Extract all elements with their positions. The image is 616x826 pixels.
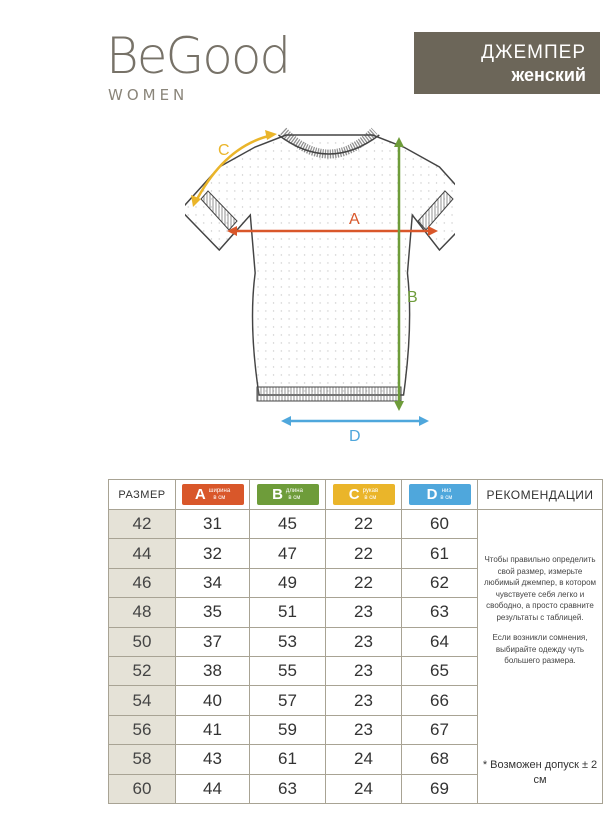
sweater-diagram: [185, 125, 455, 450]
cell-b: 55: [250, 656, 326, 685]
header-c-line1: рукав: [362, 487, 379, 494]
size-table: [108, 479, 603, 804]
cell-c: 22: [326, 568, 402, 597]
cell-a: 32: [176, 539, 250, 568]
label-b: B: [407, 289, 418, 306]
cell-a: 41: [176, 715, 250, 744]
cell-d: 62: [402, 568, 478, 597]
cell-size: 60: [109, 774, 176, 803]
cell-d: 66: [402, 686, 478, 715]
cell-b: 57: [250, 686, 326, 715]
header-c: [326, 480, 402, 510]
header-b-letter: B: [272, 486, 283, 503]
cell-a: 40: [176, 686, 250, 715]
cell-b: 51: [250, 598, 326, 627]
cell-d: 68: [402, 745, 478, 774]
cell-size: 44: [109, 539, 176, 568]
label-d: D: [349, 428, 361, 445]
cell-d: 69: [402, 774, 478, 803]
cell-b: 47: [250, 539, 326, 568]
product-subtitle: женский: [511, 65, 586, 85]
tolerance-note: * Возможен допуск ± 2 см: [482, 759, 598, 786]
header-b: [250, 480, 326, 510]
label-a: A: [349, 211, 360, 228]
header-a: [176, 480, 250, 510]
cell-d: 61: [402, 539, 478, 568]
header-a-pill: [182, 484, 244, 505]
header-a-letter: A: [194, 486, 206, 503]
header-d-letter: D: [426, 486, 438, 503]
cell-c: 23: [326, 686, 402, 715]
cell-size: 48: [109, 598, 176, 627]
cell-b: 61: [250, 745, 326, 774]
header-c-line2: в см: [364, 494, 377, 501]
cell-d: 60: [402, 510, 478, 539]
cell-size: 58: [109, 745, 176, 774]
label-c: C: [218, 142, 230, 159]
table-row: [109, 510, 603, 539]
product-badge: [414, 32, 600, 94]
brand-sub: WOMEN: [108, 86, 189, 104]
cell-b: 59: [250, 715, 326, 744]
header-b-line1: длина: [285, 487, 303, 494]
cell-a: 37: [176, 627, 250, 656]
recommendation-text-2: Если возникли сомнения, выбирайте одежду чуть большего размера.: [492, 633, 588, 665]
cell-c: 23: [326, 656, 402, 685]
header-c-letter: C: [348, 486, 360, 503]
header-c-pill: [333, 484, 395, 505]
sweater-outline: [185, 131, 455, 401]
cell-size: 50: [109, 627, 176, 656]
cell-b: 49: [250, 568, 326, 597]
product-title: ДЖЕМПЕР: [481, 42, 586, 63]
cell-size: 42: [109, 510, 176, 539]
cell-size: 46: [109, 568, 176, 597]
cell-a: 43: [176, 745, 250, 774]
cell-a: 31: [176, 510, 250, 539]
cell-c: 23: [326, 627, 402, 656]
cell-c: 22: [326, 539, 402, 568]
header-d-line1: низ: [441, 487, 452, 494]
cell-c: 22: [326, 510, 402, 539]
cell-c: 23: [326, 598, 402, 627]
cell-b: 63: [250, 774, 326, 803]
header-a-line1: ширина: [208, 487, 231, 494]
cell-c: 24: [326, 745, 402, 774]
cell-size: 54: [109, 686, 176, 715]
table-header-row: [109, 480, 603, 510]
header-a-line2: в см: [213, 494, 226, 501]
brand-logo: [106, 28, 289, 104]
header-d-pill: [409, 484, 471, 505]
recommendations-cell: [478, 510, 603, 804]
cell-a: 38: [176, 656, 250, 685]
header-d-line2: в см: [440, 494, 453, 501]
header-recommendations: РЕКОМЕНДАЦИИ: [478, 480, 603, 510]
cell-d: 64: [402, 627, 478, 656]
header-size: РАЗМЕР: [109, 480, 176, 510]
cell-size: 56: [109, 715, 176, 744]
header-b-line2: в см: [288, 494, 301, 501]
cell-c: 23: [326, 715, 402, 744]
measure-d-arrow: [281, 416, 429, 426]
cell-b: 45: [250, 510, 326, 539]
brand-name: BeGood: [106, 27, 290, 85]
cell-a: 44: [176, 774, 250, 803]
cell-a: 35: [176, 598, 250, 627]
cell-d: 67: [402, 715, 478, 744]
cell-c: 24: [326, 774, 402, 803]
cell-size: 52: [109, 656, 176, 685]
cell-b: 53: [250, 627, 326, 656]
cell-d: 65: [402, 656, 478, 685]
recommendation-text-1: Чтобы правильно определить свой размер, измерьте любимый джемпер, в котором чувствуете себя легко и свободно, а просто сравните результаты с таблицей.: [483, 555, 597, 622]
header-d: [402, 480, 478, 510]
header-b-pill: [257, 484, 319, 505]
cell-a: 34: [176, 568, 250, 597]
cell-d: 63: [402, 598, 478, 627]
